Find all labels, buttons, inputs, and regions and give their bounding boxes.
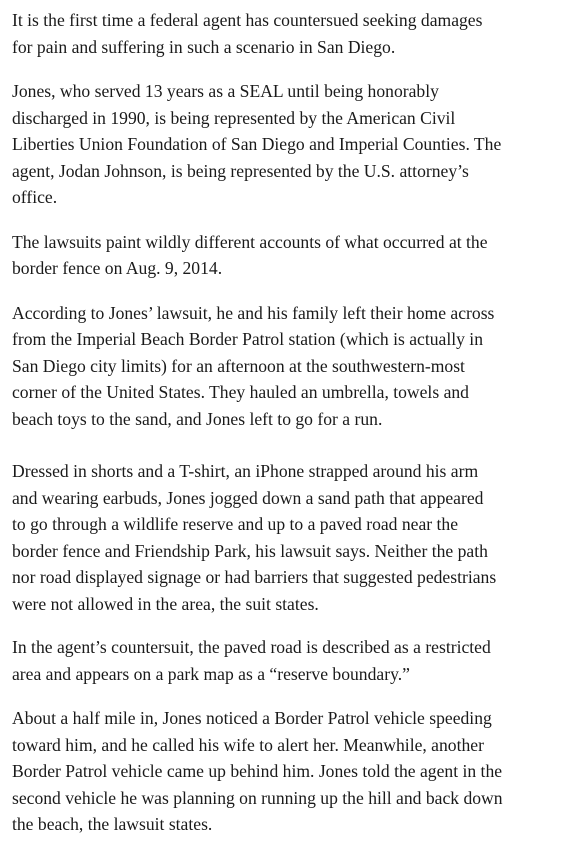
text-line: border fence on Aug. 9, 2014. [12,258,223,278]
text-line: According to Jones’ lawsuit, he and his family left their home across [12,302,495,323]
text-line: Border Patrol vehicle came up behind him. Jones told the agent in the [12,761,503,781]
text-line: discharged in 1990, is being represented by the American Civil [12,107,456,128]
text-line: were not allowed in the area, the suit states. [12,593,319,614]
text-line: agent, Jodan Johnson, is being represented by the U.S. attorney’s [12,160,469,181]
text-line: toward him, and he called his wife to alert her. Meanwhile, another [12,734,484,755]
text-line: area and appears on a park map as a “reserve boundary.” [12,663,410,684]
paragraph [12,78,568,211]
text-line: Liberties Union Foundation of San Diego and Imperial Counties. The [12,134,502,154]
text-line: Dressed in shorts and a T-shirt, an iPhone strapped around his arm [12,461,479,481]
text-line: border fence and Friendship Park, his lawsuit says. Neither the path [12,540,488,561]
text-line: from the Imperial Beach Border Patrol station (which is actually in [12,329,483,349]
text-line: Jones, who served 13 years as a SEAL until being honorably [12,81,439,101]
text-line: About a half mile in, Jones noticed a Border Patrol vehicle speeding [12,708,492,728]
text-line: The lawsuits paint wildly different accounts of what occurred at the [12,231,488,252]
paragraph [12,7,568,60]
text-line: San Diego city limits) for an afternoon at the southwestern-most [12,355,465,376]
text-line: and wearing earbuds, Jones jogged down a sand path that appeared [12,487,484,508]
paragraph [12,300,568,433]
text-line: It is the first time a federal agent has countersued seeking damages [12,10,483,30]
text-line: In the agent’s countersuit, the paved road is described as a restricted [12,637,491,657]
text-line: second vehicle he was planning on running up the hill and back down [12,787,503,808]
text-line: nor road displayed signage or had barriers that suggested pedestrians [12,567,497,587]
text-line: for pain and suffering in such a scenario in San Diego. [12,36,396,57]
text-line: office. [12,187,58,207]
paragraph [12,229,568,282]
text-line: beach toys to the sand, and Jones left to go for a run. [12,408,383,429]
text-line: corner of the United States. They hauled an umbrella, towels and [12,382,469,402]
text-line: to go through a wildlife reserve and up to a paved road near the [12,514,459,534]
paragraph [12,634,568,687]
paragraph [12,458,568,617]
paragraph [12,705,568,838]
text-line: the beach, the lawsuit states. [12,814,213,834]
